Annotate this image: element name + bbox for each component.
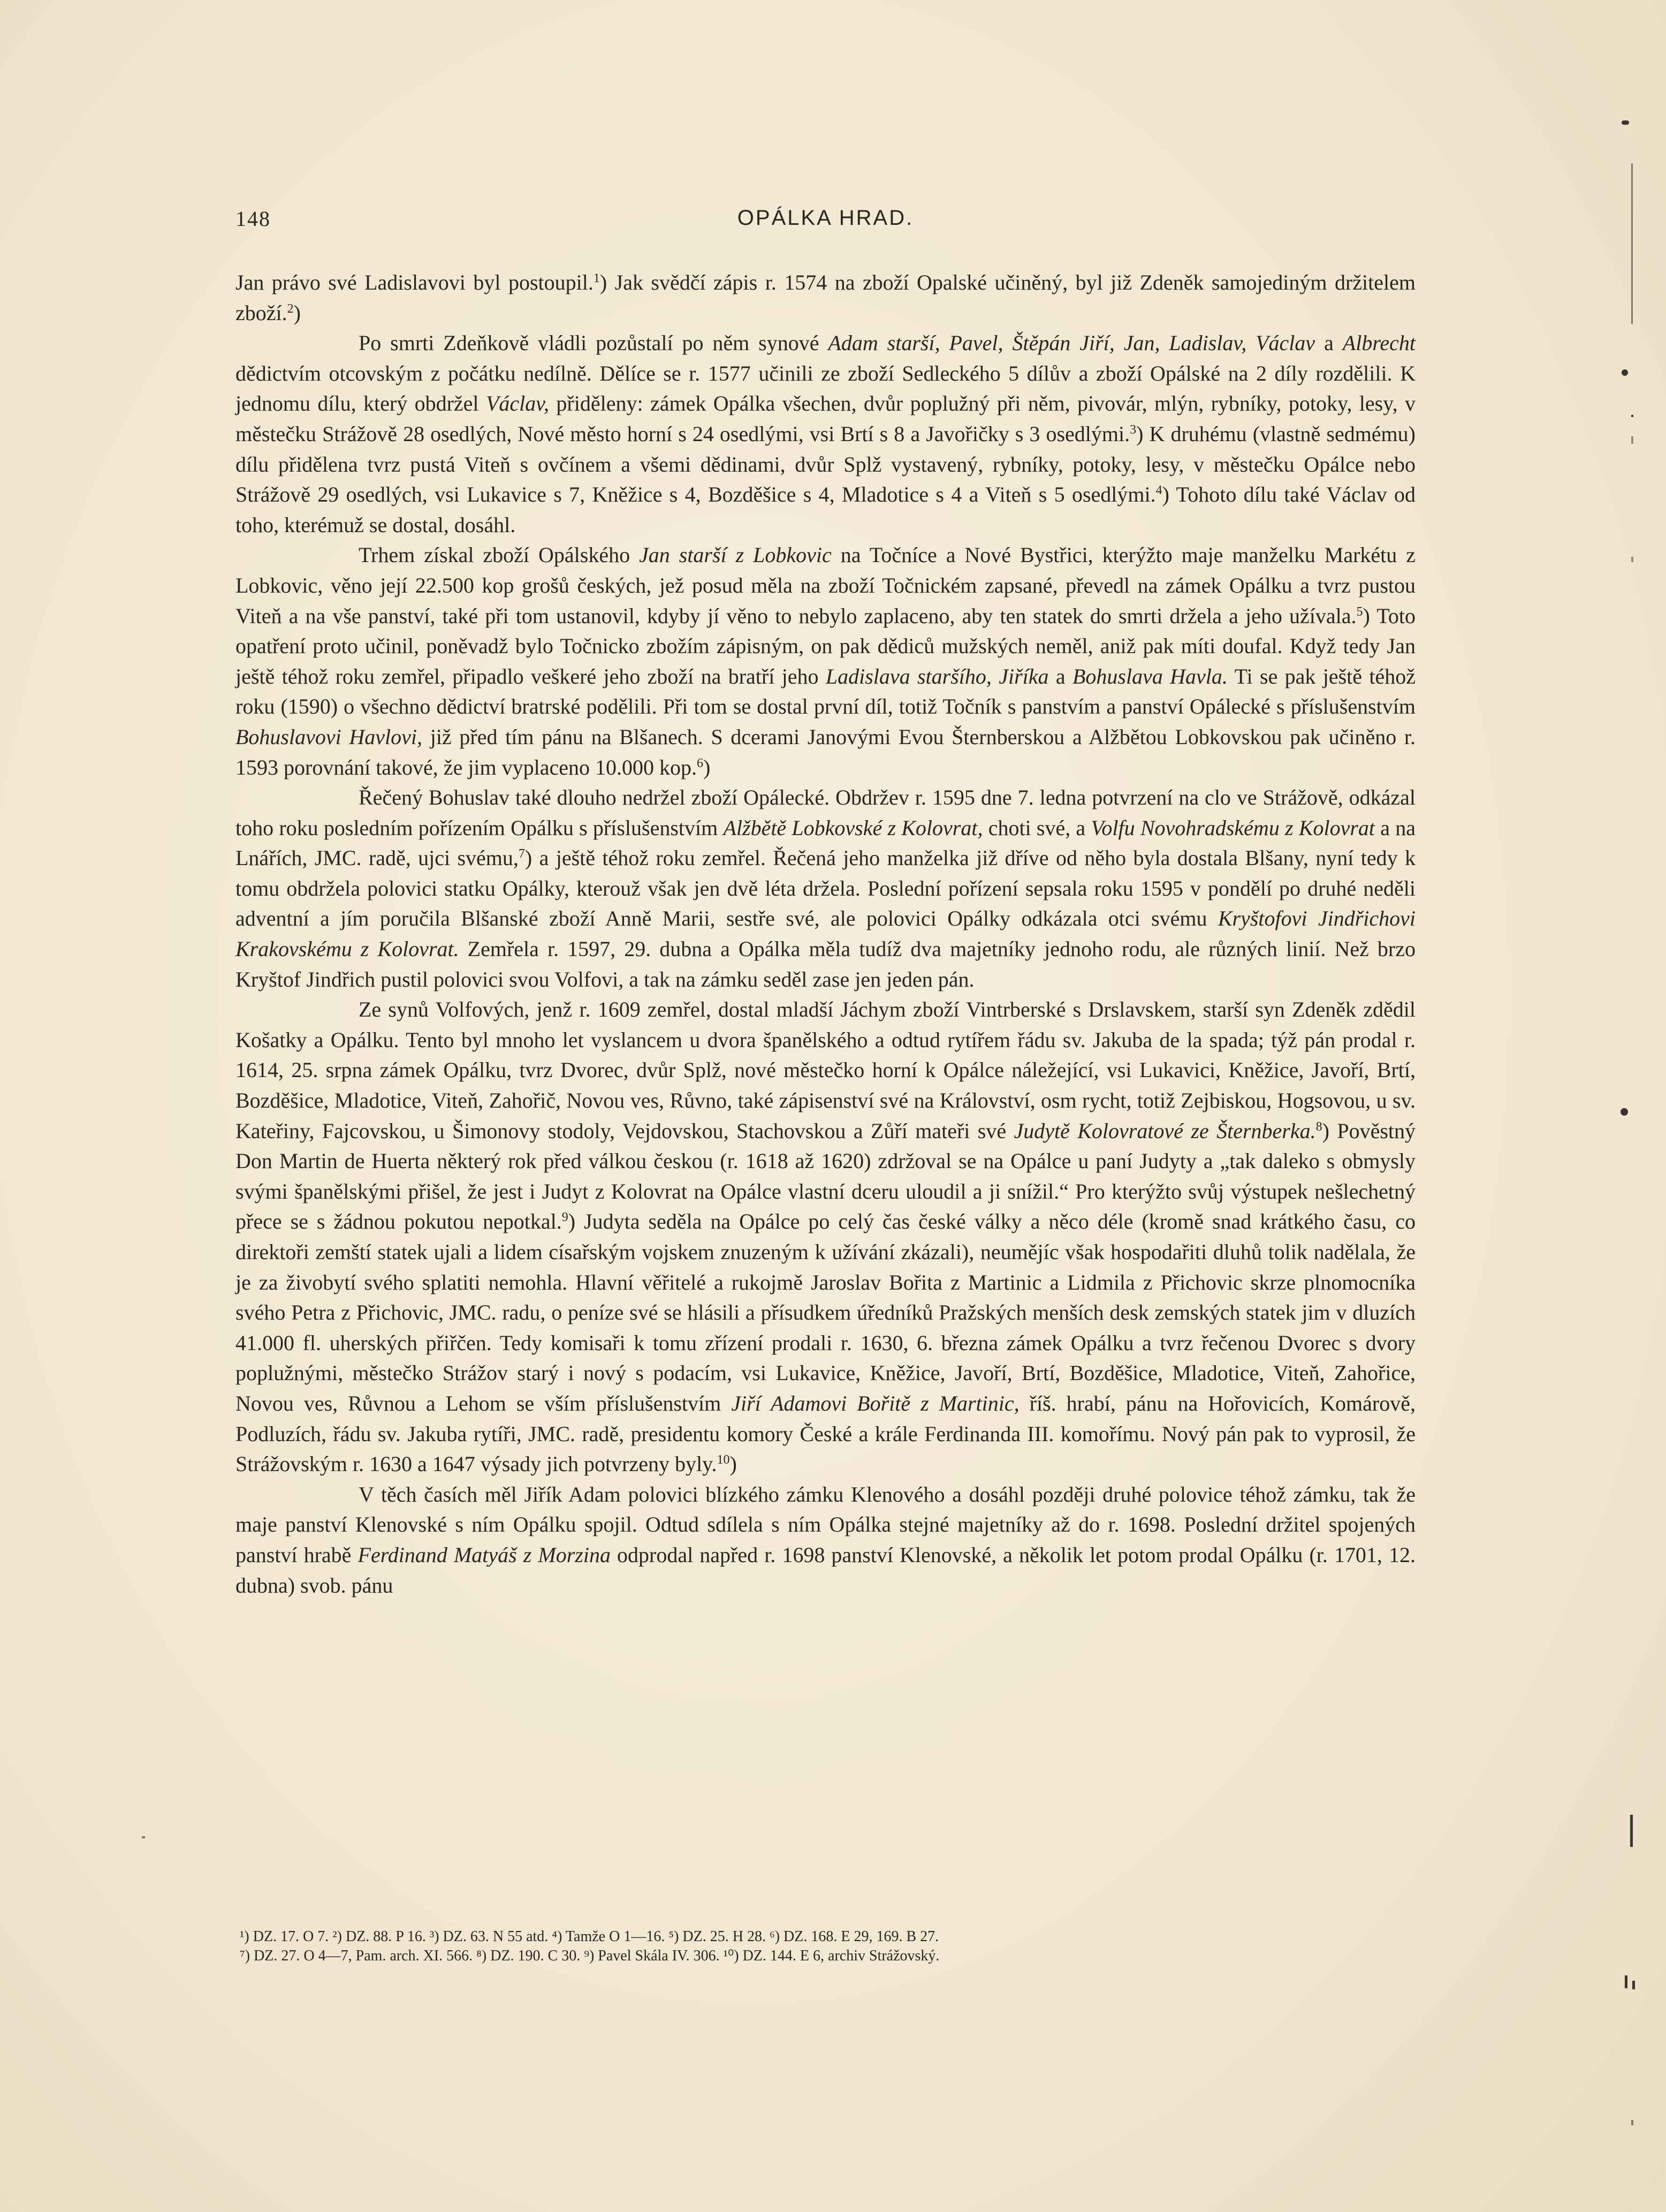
paragraph-5 (235, 995, 1416, 1480)
italic-name: Ferdinand Matyáš z Morzina (357, 1542, 611, 1567)
footnote-ref: 8 (1315, 1119, 1322, 1134)
text-run: ) (729, 1452, 737, 1476)
paragraph-4 (235, 783, 1416, 995)
text-run: přiděleny: zámek Opálka všechen, dvůr poplužný při něm, pivovár, mlýn, rybníky, potoky, lesy, v městečku Strážově 28 osedlých, Nové město horní s 24 osedlými, vsi Brtí s 8 a Javořičky s 3 osedlými. (235, 391, 1416, 446)
footnote-ref: 2 (287, 301, 294, 316)
text-run: Zemřela r. 1597, 29. dubna a Opálka měla tudíž dva majetníky jednoho rodu, ale různých linií. Než brzo Kryštof Jindřich pustil polovici svou Volfovi, a tak na zámku seděl zase jen jeden pán. (235, 937, 1416, 991)
text-run: choti své, a (983, 815, 1091, 840)
italic-name: Volfu Novohradskému z Kolovrat (1091, 815, 1375, 840)
margin-speck (1621, 1108, 1628, 1116)
margin-speck (142, 1836, 145, 1838)
text-run: a (1315, 331, 1343, 355)
scan-margin-marks (1600, 0, 1666, 2212)
text-run: dědictvím otcovským z počátku nedílně. Dělíce se r. 1577 učinili ze zboží Sedleckého 5 dílův a zboží Opálské na 2 díly rozdělili. K jednomu dílu, který obdržel (235, 361, 1416, 416)
running-head: OPÁLKA HRAD. (737, 206, 914, 230)
paragraph-6 (235, 1480, 1416, 1601)
body-text (235, 268, 1416, 1601)
footnote-ref: 5 (1356, 604, 1363, 619)
paragraph-1 (235, 268, 1416, 328)
italic-name: Jiří Adamovi Bořitě z Martinic, (731, 1391, 1020, 1415)
margin-speck (1631, 436, 1633, 444)
paragraph-3 (235, 540, 1416, 783)
text-run: odprodal napřed r. 1698 panství Klenovské, a několik let potom prodal Opálku (r. 1701, 12. dubna) svob. pánu (235, 1542, 1416, 1597)
text-run: ) a ještě téhož roku zemřel. Řečená jeho manželka již dříve od něho byla dostala Blšany, nyní tedy k tomu obdržela polovici statku Opálky, kterouž však jen dvě léta držela. Poslední pořízení sepsala roku 1595 v pondělí po druhé neděli adventní a jím poručila Blšanské zboží Anně Marii, sestře své, ale polovici Opálky odkázala otci svému (235, 846, 1416, 931)
page-header (235, 206, 1416, 244)
margin-speck (1631, 415, 1633, 417)
footnote-ref: 6 (697, 756, 704, 770)
margin-speck (1631, 2120, 1633, 2125)
italic-name: Albrecht (1342, 331, 1416, 355)
italic-name: Kryštofovi Jindřichovi Krakovskému z Kolovrat. (235, 906, 1416, 961)
footnote-ref: 3 (1130, 422, 1137, 437)
text-run: ) K druhému (vlastně sedmému) dílu přidělena tvrz pustá Viteň s ovčínem a všemi dědinami, dvůr Splž vystavený, rybníky, potoky, lesy, v městečku Opálce nebo Strážově 29 osedlých, vsi Lukavice s 7, Kněžice s 4, Bozděšice s 4, Mladotice s 4 a Viteň s 5 osedlými. (235, 421, 1416, 507)
italic-name: Judytě Kolovratové ze Šternberka. (1014, 1118, 1316, 1143)
margin-speck (1622, 120, 1629, 125)
footnote-ref: 7 (518, 847, 525, 861)
text-run: Ti se pak ještě téhož roku (1590) o všechno dědictví bratrské podělili. Při tom se dostal první díl, totiž Točník s panstvím a panství Opálecké s příslušenstvím (235, 664, 1416, 719)
text-run: Po smrti Zdeňkově vládli pozůstalí po něm synové (359, 331, 828, 355)
text-run: již před tím pánu na Blšanech. S dcerami Janovými Evou Šternberskou a Alžbětou Lobkovskou pak učiněno r. 1593 porovnání takové, že jim vyplaceno 10.000 kop. (235, 724, 1416, 779)
margin-rule (1630, 1815, 1633, 1847)
italic-name: Bohuslava Havla. (1072, 664, 1228, 688)
text-run: ) (293, 300, 301, 325)
text-run: Jan právo své Ladislavovi byl postoupil. (235, 270, 594, 294)
text-run: ) Judyta seděla na Opálce po celý čas české války a něco déle (kromě snad krátkého času, co direktoři zemští statek ujali a lidem císařským vojskem znuzeným k užívání zkázali), neumějíc však hospodařiti dluhů tolik nadělala, že je za živobytí svého splatiti nemohla. Hlavní věřitelé a rukojmě Jaroslav Bořita z Martinic a Lidmila z Přichovic skrze plnomocníka svého Petra z Přichovic, JMC. radu, o peníze své se hlásili a přísudkem úředníků Pražských menších desk zemských statek jim v dluzích 41.000 fl. uherských přiřčen. Tedy komisaři k tomu zřízení prodali r. 1630, 6. března zámek Opálku a tvrz řečenou Dvorec s dvory poplužnými, městečko Strážov starý i nový s podacím, vsi Lukavice, Kněžice, Javoří, Brtí, Bozděšice, Mladotice, Viteň, Zahořice, Novou ves, Růvnou a Lehom se vším příslušenstvím (235, 1209, 1416, 1415)
italic-name: Václav, (485, 391, 550, 416)
text-run: ) Jak svědčí zápis r. 1574 na zboží Opalské učiněný, byl již Zdeněk samojediným držitelem zboží. (235, 270, 1416, 325)
text-run: Řečený Bohuslav také dlouho nedržel zboží Opálecké. Obdržev r. 1595 dne 7. ledna potvrzení na clo ve Strážově, odkázal toho roku posledním pořízením Opálku s příslušenstvím (235, 785, 1416, 840)
text-run: ) Toto opatření proto učinil, poněvadž bylo Točnicko zbožím zápisným, on pak dědiců mužských neměl, aniž pak míti doufal. Když tedy Jan ještě téhož roku zemřel, připadlo veškeré jeho zboží na bratří jeho (235, 603, 1416, 688)
page-number: 148 (235, 207, 271, 231)
text-run: ) (703, 755, 711, 779)
text-run: říš. hrabí, pánu na Hořovicích, Komárově, Podluzích, řádu sv. Jakuba rytíři, JMC. radě, presidentu komory České a krále Ferdinanda III. komořímu. Nový pán pak to vyprosil, že Strážovským r. 1630 a 1647 výsady jich potvrzeny byly. (235, 1391, 1416, 1476)
paragraph-2 (235, 328, 1416, 540)
footnote-ref: 9 (561, 1210, 568, 1225)
margin-rule (1631, 163, 1633, 324)
italic-name: Bohuslavovi Havlovi, (235, 724, 423, 749)
text-run: na Točníce a Nové Bystřici, kterýžto maje manželku Markétu z Lobkovic, věno její 22.500 kop grošů českých, jež posud měla na zboží Točnickém zapsané, převedl na zámek Opálku a tvrz pustou Viteň a na vše panství, také při tom ustanovil, kdyby jí věno to nebylo zaplaceno, aby ten statek do smrti držela a jeho užívala. (235, 543, 1416, 628)
text-run: a na Lnářích, JMC. radě, ujci svému, (235, 815, 1416, 870)
footnote-ref: 10 (717, 1453, 730, 1467)
text-run: Trhem získal zboží Opálského (359, 543, 640, 567)
text-run: ) Tohoto dílu také Václav od toho, kterémuž se dostal, dosáhl. (235, 482, 1416, 537)
text-run: a (1048, 664, 1072, 688)
margin-speck (1632, 1981, 1635, 1989)
text-run: ) Pověstný Don Martin de Huerta některý rok před válkou českou (r. 1618 až 1620) zdržoval se na Opálce u paní Judyty a „tak daleko s obmysly svými španělskými přišel, že jest i Judyt z Kolovrat na Opálce vlastní dceru uloudil a ji snížil.“ Pro kterýžto svůj výstupek nešlechetný přece se s žádnou pokutou nepotkal. (235, 1118, 1416, 1234)
footnote-ref: 4 (1155, 483, 1162, 498)
footnote-line: ⁷) DZ. 27. O 4—7, Pam. arch. XI. 566. ⁸) DZ. 190. C 30. ⁹) Pavel Skála IV. 306. ¹⁰) DZ. 144. E 6, archiv Strážovský. (240, 1948, 940, 1964)
italic-name: Ladislava staršího, Jiříka (825, 664, 1049, 688)
margin-speck (1625, 1975, 1627, 1988)
footnote-ref: 1 (593, 271, 600, 285)
margin-speck (1631, 557, 1633, 562)
footnotes (235, 1927, 1416, 1966)
italic-name: Jan starší z Lobkovic (639, 543, 832, 567)
italic-name: Alžbětě Lobkovské z Kolovrat, (723, 815, 983, 840)
text-run: Ze synů Volfových, jenž r. 1609 zemřel, dostal mladší Jáchym zboží Vintrberské s Drslavskem, starší syn Zdeněk zdědil Košatky a Opálku. Tento byl mnoho let vyslancem u dvora španělského a odtud rytířem řádu sv. Jakuba de la spada; týž pán prodal r. 1614, 25. srpna zámek Opálku, tvrz Dvorec, dvůr Splž, nové městečko horní k Opálce náležející, vsi Lukavici, Kněžice, Javoří, Brtí, Bozděšice, Mladotice, Viteň, Zahořič, Novou ves, Růvno, také zápisenství své na Království, osm rycht, totiž Zejbiskou, Hogsovou, u sv. Kateřiny, Fajcovskou, u Šimonovy stodoly, Vejdovskou, Stachovskou a Zůří mateři své (235, 997, 1416, 1143)
margin-speck (1622, 369, 1628, 376)
text-run: V těch časích měl Jiřík Adam polovici blízkého zámku Klenového a dosáhl později druhé polovice téhož zámku, tak že maje panství Klenovské s ním Opálku spojil. Odtud sdílela s ním Opálka stejné majetníky až do r. 1698. Poslední držitel spojených panství hrabě (235, 1482, 1416, 1567)
italic-name: Adam starší, Pavel, Štěpán Jiří, Jan, Ladislav, Václav (828, 331, 1315, 355)
footnote-line: ¹) DZ. 17. O 7. ²) DZ. 88. P 16. ³) DZ. 63. N 55 atd. ⁴) Tamže O 1—16. ⁵) DZ. 25. H 28. ⁶) DZ. 168. E 29, 169. B 27. (240, 1928, 939, 1945)
